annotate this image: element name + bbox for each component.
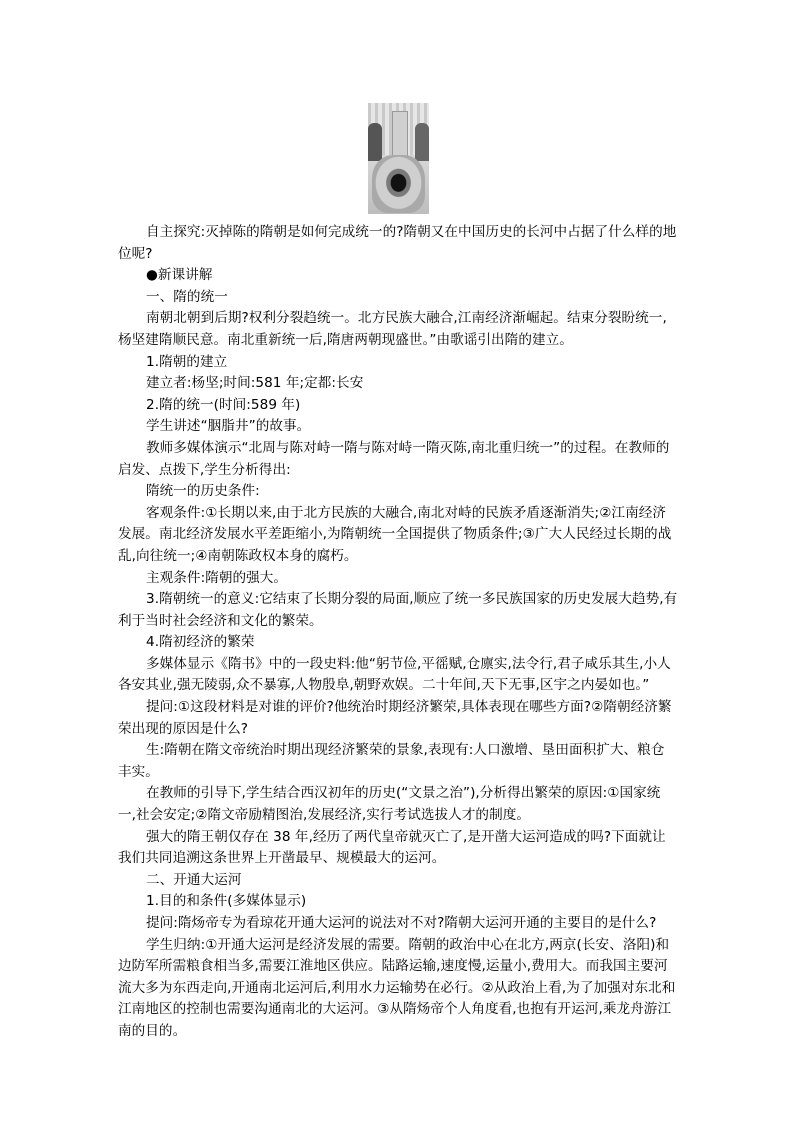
section-marker: ●新课讲解 — [146, 267, 213, 284]
paragraph: 学生归纳:①开通大运河是经济发展的需要。隋朝的政治中心在北方,两京(长安、洛阳)和边防军所需粮食相当多,需要江淮地区供应。陆路运输,速度慢,运量小,费用大。而我国主要河流大多为东西走向,开通南北运河后,利用水力运输势在必行。②从政治上看,为了加强对东北和江南地区的控制也需要沟通南北的大运河。③从隋炀帝个人角度看,也抱有开运河,乘龙舟游江南的目的。 — [118, 936, 676, 1039]
section-heading: 二、开通大运河 — [146, 871, 242, 888]
paragraph: 在教师的引导下,学生结合西汉初年的历史(“文景之治”),分析得出繁荣的原因:①国家统一,社会安定;②隋文帝励精图治,发展经济,实行考试选拔人才的制度。 — [118, 785, 661, 824]
paragraph: 客观条件:①长期以来,由于北方民族的大融合,南北对峙的民族矛盾逐渐消失;②江南经济发展。南北经济发展水平差距缩小,为隋朝统一全国提供了物质条件;③广大人民经过长期的战乱,向往统一;④南朝陈政权本身的腐朽。 — [118, 504, 672, 564]
paragraph: 隋统一的历史条件: — [146, 483, 260, 500]
subheading: 4.隋初经济的繁荣 — [146, 634, 255, 651]
subheading: 1.隋朝的建立 — [146, 353, 228, 370]
paragraph: 自主探究:灭掉陈的隋朝是如何完成统一的?隋朝又在中国历史的长河中占据了什么样的地位呢? — [118, 224, 677, 262]
paragraph: 3.隋朝统一的意义:它结束了长期分裂的局面,顺应了统一多民族国家的历史发展大趋势,有利于当时社会经济和文化的繁荣。 — [118, 591, 678, 629]
paragraph: 强大的隋王朝仅存在 38 年,经历了两代皇帝就灭亡了,是开凿大运河造成的吗?下面就让我们共同追溯这条世界上开凿最早、规模最大的运河。 — [118, 828, 666, 867]
tree-icon — [368, 123, 382, 161]
paragraph: 主观条件:隋朝的强大。 — [146, 569, 288, 586]
paragraph: 建立者:杨坚;时间:581 年;定都:长安 — [146, 375, 364, 392]
paragraph: 生:隋朝在隋文帝统治时期出现经济繁荣的景象,表现有:人口激增、垦田面积扩大、粮仓丰实。 — [118, 742, 665, 780]
document-body — [118, 222, 678, 1043]
stele-icon — [392, 111, 408, 157]
tree-icon — [415, 123, 429, 161]
subheading: 2.隋的统一(时间:589 年) — [146, 396, 301, 413]
paragraph: 教师多媒体演示“北周与陈对峙一隋与陈对峙一隋灭陈,南北重归统一”的过程。在教师的启发、点拨下,学生分析得出: — [118, 439, 670, 478]
paragraph: 学生讲述“胭脂井”的故事。 — [146, 418, 311, 435]
paragraph: 提问:①这段材料是对谁的评价?他统治时期经济繁荣,具体表现在哪些方面?②隋朝经济繁荣出现的原因是什么? — [118, 699, 672, 737]
well-icon — [372, 155, 425, 213]
paragraph: 多媒体显示《隋书》中的一段史料:他“躬节俭,平徭赋,仓廪实,法令行,君子咸乐其生,小人各安其业,强无陵弱,众不暴寡,人物殷阜,朝野欢娱。二十年间,天下无事,区宇之内晏如也。” — [118, 655, 671, 694]
paragraph: 提问:隋炀帝专为看琼花开通大运河的说法对不对?隋朝大运河开通的主要目的是什么? — [146, 915, 657, 931]
ancient-well-photo — [368, 103, 429, 214]
paragraph: 南朝北朝到后期?权利分裂趋统一。北方民族大融合,江南经济渐崛起。结束分裂盼统一,杨坚建隋顺民意。南北重新统一后,隋唐两朝现盛世。”由歌谣引出隋的建立。 — [118, 310, 667, 348]
subheading: 1.目的和条件(多媒体显示) — [146, 893, 307, 910]
section-heading: 一、隋的统一 — [146, 288, 228, 305]
